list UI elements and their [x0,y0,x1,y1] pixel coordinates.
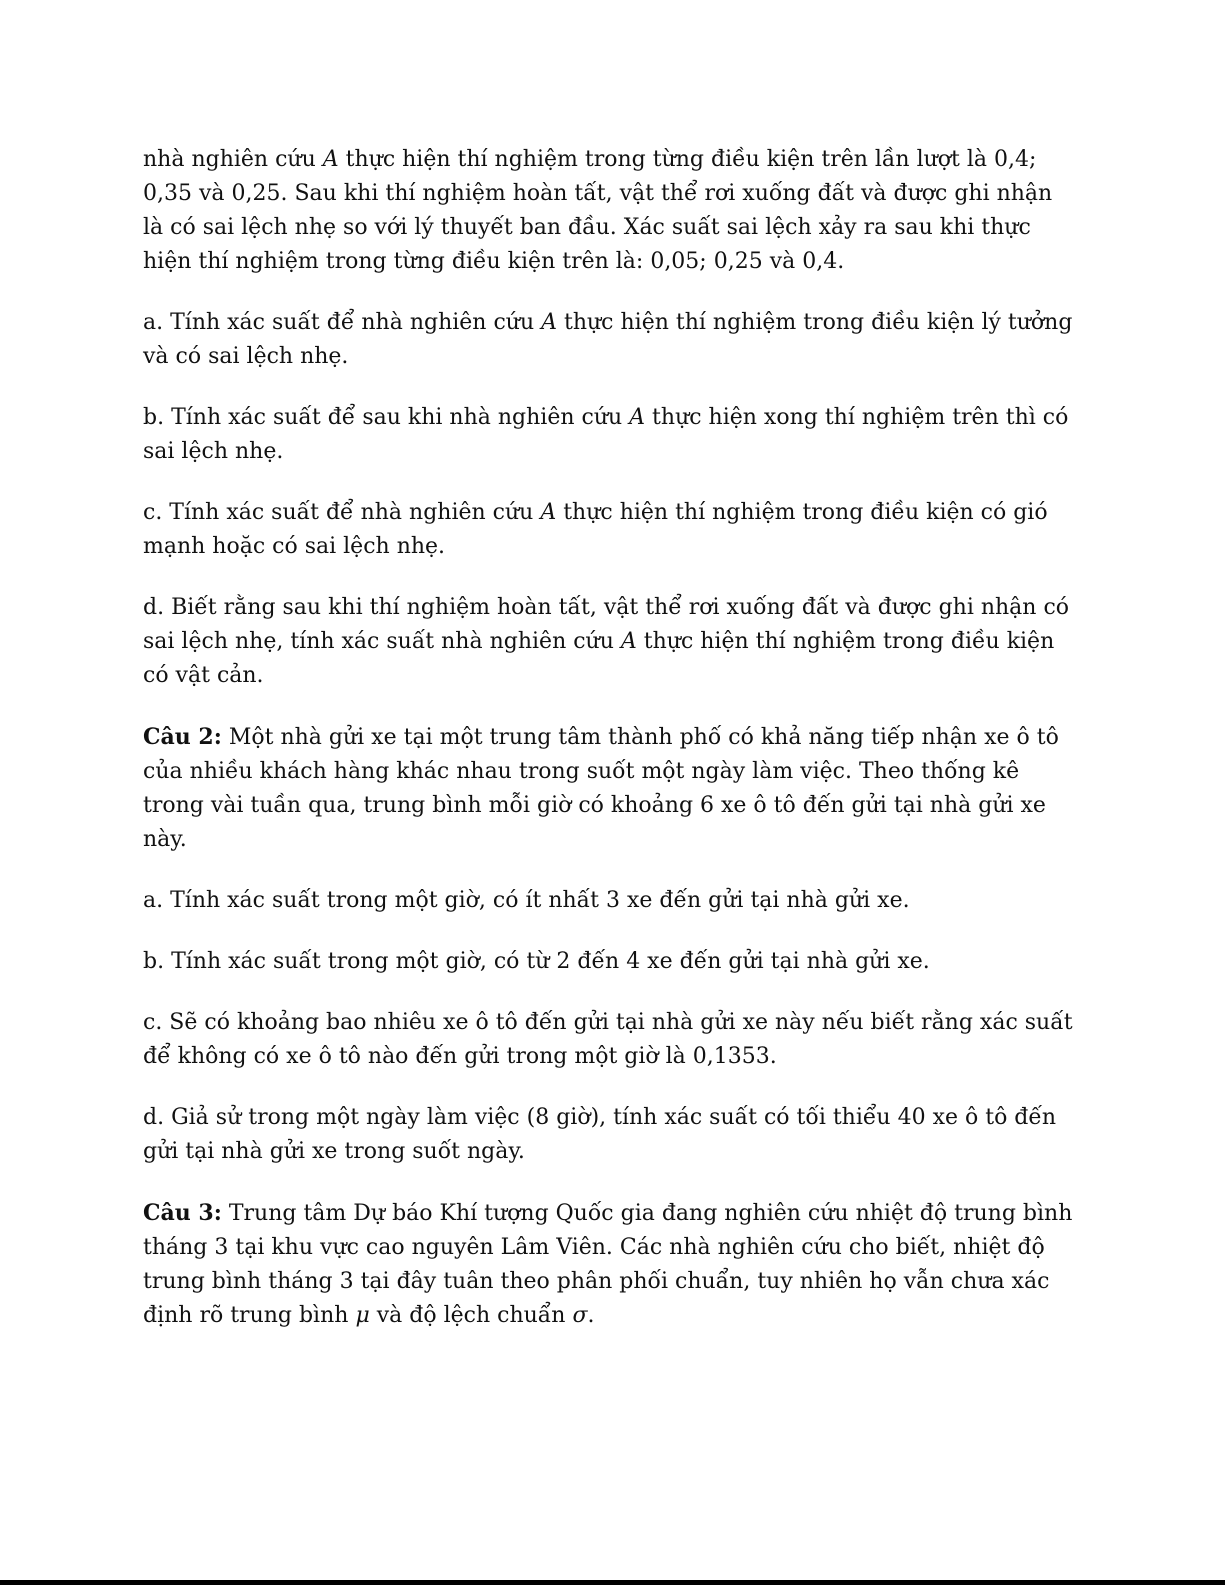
math-var-a: A [540,500,557,525]
q1-d-text-1: d. Biết rằng sau khi thí nghiệm hoàn tất, vật thể rơi xuống đất và được ghi nhận có sai lệch nhẹ, tính xác suất nhà nghiên cứu [143,595,1070,654]
q1-b-text-1: b. Tính xác suất để sau khi nhà nghiên cứu [143,405,630,430]
q3-label: Câu 3: [143,1200,222,1226]
q1-d-text-2: thực hiện thí nghiệm trong điều kiện có vật cản. [143,629,1055,688]
q2-part-a: a. Tính xác suất trong một giờ, có ít nhất 3 xe đến gửi tại nhà gửi xe. [143,888,910,913]
intro-text-2: thực hiện thí nghiệm trong từng điều kiện trên lần lượt là 0,4; 0,35 và 0,25. Sau khi thí nghiệm hoàn tất, vật thể rơi xuống đất và được ghi nhận là có sai lệch nhẹ so với lý thuyết ban đầu. Xác suất sai lệch xảy ra sau khi thực hiện thí nghiệm trong từng điều kiện trên là: 0,05; 0,25 và 0,4. [143,147,1053,274]
math-var-a: A [541,310,557,335]
math-mu: μ [355,1303,370,1328]
bottom-edge-rule [0,1580,1225,1585]
q1-part-b [143,401,1078,469]
math-var-a: A [620,629,637,654]
intro-paragraph [143,143,1078,279]
q1-part-a [143,306,1078,374]
q1-a-text-2: thực hiện thí nghiệm trong điều kiện lý tưởng và có sai lệch nhẹ. [143,310,1073,369]
q3-statement [143,1196,1078,1333]
q1-c-text-1: c. Tính xác suất để nhà nghiên cứu [143,500,541,525]
q3-text-1: Trung tâm Dự báo Khí tượng Quốc gia đang nghiên cứu nhiệt độ trung bình tháng 3 tại khu vực cao nguyên Lâm Viên. Các nhà nghiên cứu cho biết, nhiệt độ trung bình tháng 3 tại đây tuân theo phân phối chuẩn, tuy nhiên họ vẫn chưa xác định rõ trung bình [143,1201,1073,1328]
q1-part-d [143,591,1078,693]
math-sigma: σ [572,1303,588,1328]
q2-part-c: c. Sẽ có khoảng bao nhiêu xe ô tô đến gửi tại nhà gửi xe này nếu biết rằng xác suất để không có xe ô tô nào đến gửi trong một giờ là 0,1353. [143,1010,1073,1069]
q3-text-2: và độ lệch chuẩn [369,1303,573,1328]
q2-text: Một nhà gửi xe tại một trung tâm thành phố có khả năng tiếp nhận xe ô tô của nhiều khách hàng khác nhau trong suốt một ngày làm việc. Theo thống kê trong vài tuần qua, trung bình mỗi giờ có khoảng 6 xe ô tô đến gửi tại nhà gửi xe này. [143,725,1059,852]
q2-statement [143,720,1078,857]
q1-a-text-1: a. Tính xác suất để nhà nghiên cứu [143,310,542,335]
math-var-a: A [629,405,646,430]
q2-part-d: d. Giả sử trong một ngày làm việc (8 giờ), tính xác suất có tối thiểu 40 xe ô tô đến gửi tại nhà gửi xe trong suốt ngày. [143,1105,1057,1164]
intro-text-1: nhà nghiên cứu [143,147,323,172]
q2-part-b: b. Tính xác suất trong một giờ, có từ 2 đến 4 xe đến gửi tại nhà gửi xe. [143,949,930,974]
q1-part-c [143,496,1078,564]
page-content [143,143,1078,1360]
math-var-a: A [322,147,339,172]
q1-b-text-2: thực hiện xong thí nghiệm trên thì có sai lệch nhẹ. [143,405,1069,464]
q1-c-text-2: thực hiện thí nghiệm trong điều kiện có gió mạnh hoặc có sai lệch nhẹ. [143,500,1048,559]
q2-label: Câu 2: [143,724,222,750]
q3-text-3: . [587,1303,595,1328]
